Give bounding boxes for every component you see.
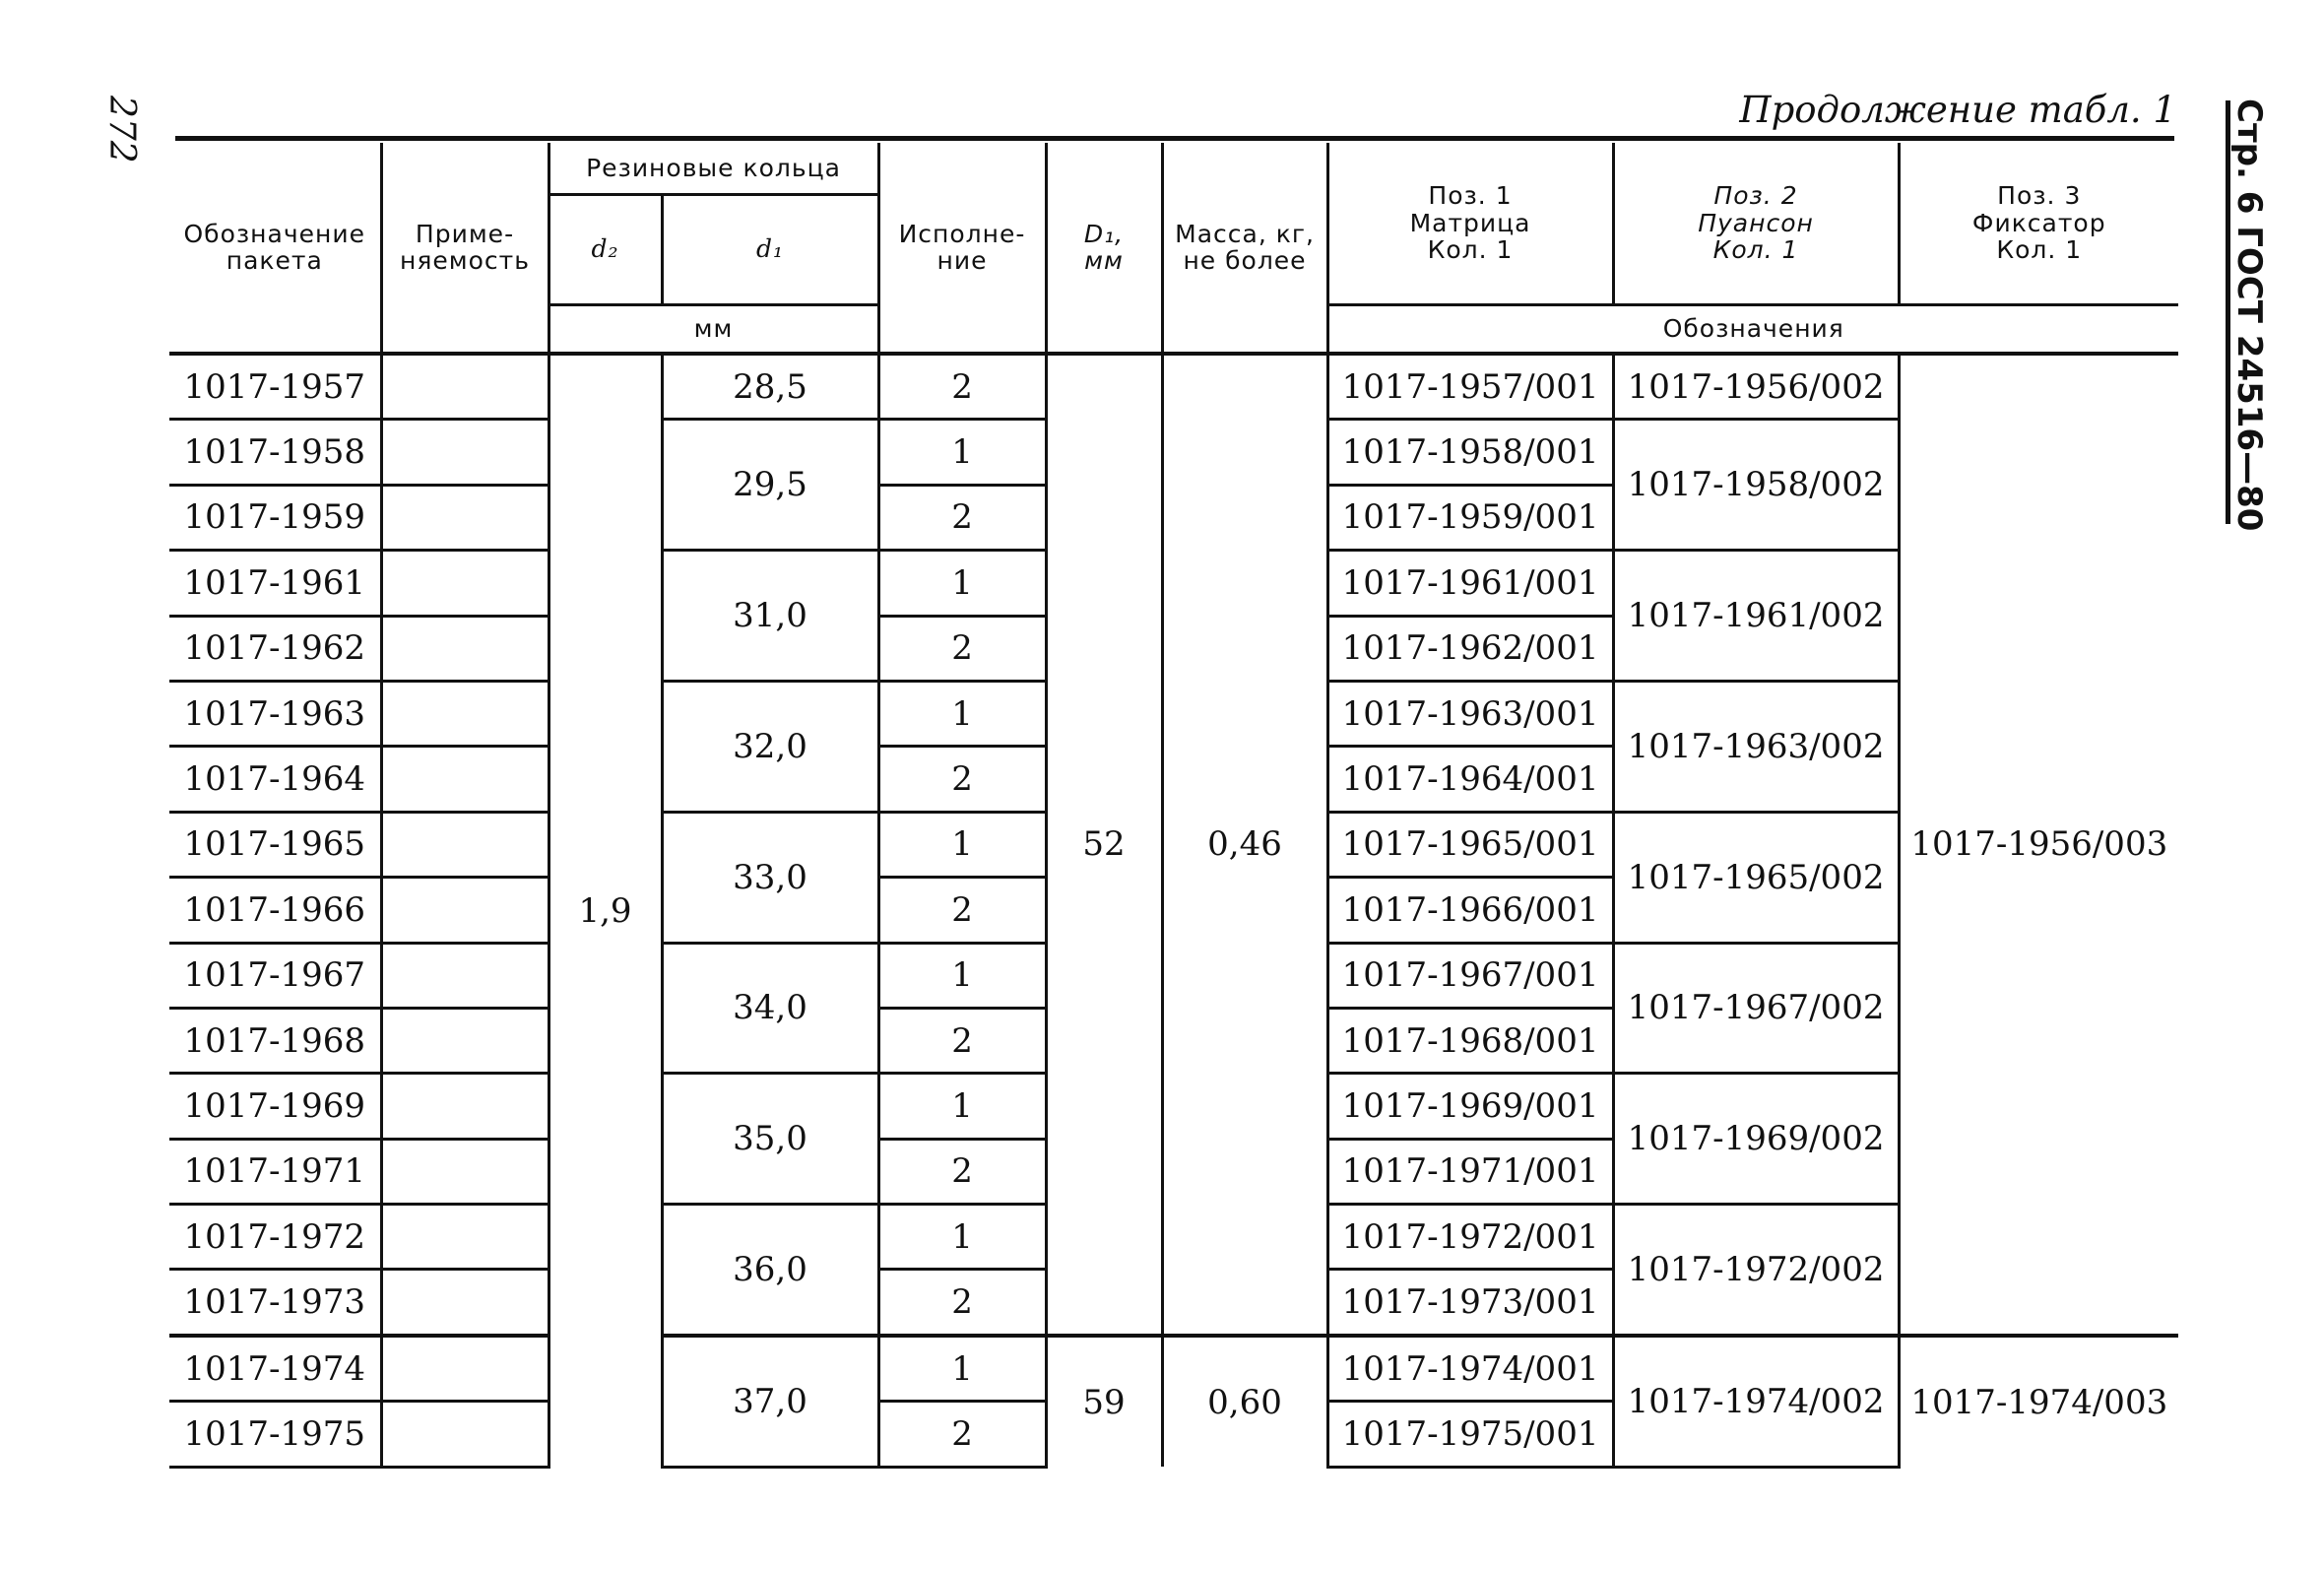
header-mass: Масса, кг, не более [1162,143,1327,354]
package-cell: 1017-1961 [169,551,381,616]
pos3-cell: 1017-1956/003 [1899,354,2178,1336]
version-cell: 2 [878,1270,1046,1336]
version-cell: 2 [878,354,1046,420]
pos2-cell: 1017-1958/002 [1613,420,1899,551]
pos2-cell: 1017-1974/002 [1613,1336,1899,1467]
package-cell: 1017-1964 [169,747,381,812]
header-designations: Обозначения [1327,304,2178,354]
table-row [169,354,2178,420]
d1-cell: 33,0 [662,812,878,943]
mass-cell: 0,46 [1162,354,1327,1336]
package-cell: 1017-1971 [169,1139,381,1204]
d1-cell: 34,0 [662,943,878,1074]
applicability-cell [381,1074,549,1139]
applicability-cell [381,551,549,616]
package-cell: 1017-1957 [169,354,381,420]
d2-cell: 1,9 [549,354,662,1467]
package-cell: 1017-1973 [169,1270,381,1336]
version-cell: 2 [878,878,1046,943]
header-package: Обозначение пакета [169,143,381,354]
version-cell: 1 [878,551,1046,616]
pos2-cell: 1017-1963/002 [1613,681,1899,812]
continuation-title: Продолжение табл. 1 [1739,89,2176,131]
header-mm-unit: мм [549,304,878,354]
version-cell: 2 [878,1008,1046,1073]
pos2-cell: 1017-1956/002 [1613,354,1899,420]
pos2-cell: 1017-1967/002 [1613,943,1899,1074]
pos1-cell: 1017-1958/001 [1327,420,1613,485]
pos1-cell: 1017-1963/001 [1327,681,1613,746]
pos1-cell: 1017-1964/001 [1327,747,1613,812]
package-cell: 1017-1966 [169,878,381,943]
pos2-cell: 1017-1969/002 [1613,1074,1899,1205]
pos1-cell: 1017-1959/001 [1327,485,1613,550]
pos1-cell: 1017-1957/001 [1327,354,1613,420]
header-pos2: Поз. 2 Пуансон Кол. 1 [1613,143,1899,304]
side-header [2224,98,2273,532]
applicability-cell [381,485,549,550]
pos1-cell: 1017-1971/001 [1327,1139,1613,1204]
header-D1: D₁, мм [1046,143,1162,354]
applicability-cell [381,1336,549,1402]
pos2-cell: 1017-1965/002 [1613,812,1899,943]
header-pos3: Поз. 3 Фиксатор Кол. 1 [1899,143,2178,304]
applicability-cell [381,812,549,877]
package-cell: 1017-1968 [169,1008,381,1073]
pos1-cell: 1017-1969/001 [1327,1074,1613,1139]
package-cell: 1017-1959 [169,485,381,550]
version-cell: 2 [878,485,1046,550]
version-cell: 2 [878,1402,1046,1467]
version-cell: 1 [878,1074,1046,1139]
top-rule [175,136,2174,141]
d1-cell: 32,0 [662,681,878,812]
package-cell: 1017-1962 [169,616,381,681]
pos3-cell: 1017-1974/003 [1899,1336,2178,1467]
header-d2: d₂ [549,194,662,304]
pos1-cell: 1017-1961/001 [1327,551,1613,616]
table-row [169,1336,2178,1402]
applicability-cell [381,1008,549,1073]
version-cell: 1 [878,943,1046,1008]
pos1-cell: 1017-1967/001 [1327,943,1613,1008]
spec-table [169,143,2178,1469]
version-cell: 1 [878,420,1046,485]
d1-cell: 29,5 [662,420,878,551]
pos1-cell: 1017-1965/001 [1327,812,1613,877]
header-applicability: Приме- няемость [381,143,549,354]
applicability-cell [381,616,549,681]
pos2-cell: 1017-1972/002 [1613,1205,1899,1336]
version-cell: 1 [878,812,1046,877]
applicability-cell [381,354,549,420]
package-cell: 1017-1974 [169,1336,381,1402]
D1-cell: 59 [1046,1336,1162,1467]
package-cell: 1017-1963 [169,681,381,746]
package-cell: 1017-1972 [169,1205,381,1270]
applicability-cell [381,1139,549,1204]
applicability-cell [381,1402,549,1467]
pos1-cell: 1017-1975/001 [1327,1402,1613,1467]
version-cell: 2 [878,747,1046,812]
pos2-cell: 1017-1961/002 [1613,551,1899,682]
pos1-cell: 1017-1974/001 [1327,1336,1613,1402]
pos1-cell: 1017-1973/001 [1327,1270,1613,1336]
pos1-cell: 1017-1972/001 [1327,1205,1613,1270]
version-cell: 2 [878,616,1046,681]
package-cell: 1017-1967 [169,943,381,1008]
header-version: Исполне- ние [878,143,1046,354]
version-cell: 1 [878,1336,1046,1402]
applicability-cell [381,1205,549,1270]
applicability-cell [381,943,549,1008]
d1-cell: 28,5 [662,354,878,420]
mass-cell: 0,60 [1162,1336,1327,1467]
applicability-cell [381,878,549,943]
version-cell: 2 [878,1139,1046,1204]
applicability-cell [381,747,549,812]
side-header-text: Стр. 6 ГОСТ 24516—80 [2229,98,2269,532]
d1-cell: 37,0 [662,1336,878,1467]
version-cell: 1 [878,1205,1046,1270]
d1-cell: 35,0 [662,1074,878,1205]
d1-cell: 31,0 [662,551,878,682]
package-cell: 1017-1965 [169,812,381,877]
applicability-cell [381,1270,549,1336]
package-cell: 1017-1958 [169,420,381,485]
version-cell: 1 [878,681,1046,746]
pos1-cell: 1017-1966/001 [1327,878,1613,943]
D1-cell: 52 [1046,354,1162,1336]
d1-cell: 36,0 [662,1205,878,1336]
header-pos1: Поз. 1 Матрица Кол. 1 [1327,143,1613,304]
package-cell: 1017-1975 [169,1402,381,1467]
pos1-cell: 1017-1968/001 [1327,1008,1613,1073]
applicability-cell [381,420,549,485]
package-cell: 1017-1969 [169,1074,381,1139]
header-rubber-rings: Резиновые кольца [549,143,878,194]
pos1-cell: 1017-1962/001 [1327,616,1613,681]
applicability-cell [381,681,549,746]
header-d1: d₁ [662,194,878,304]
page-number: 272 [101,96,142,164]
